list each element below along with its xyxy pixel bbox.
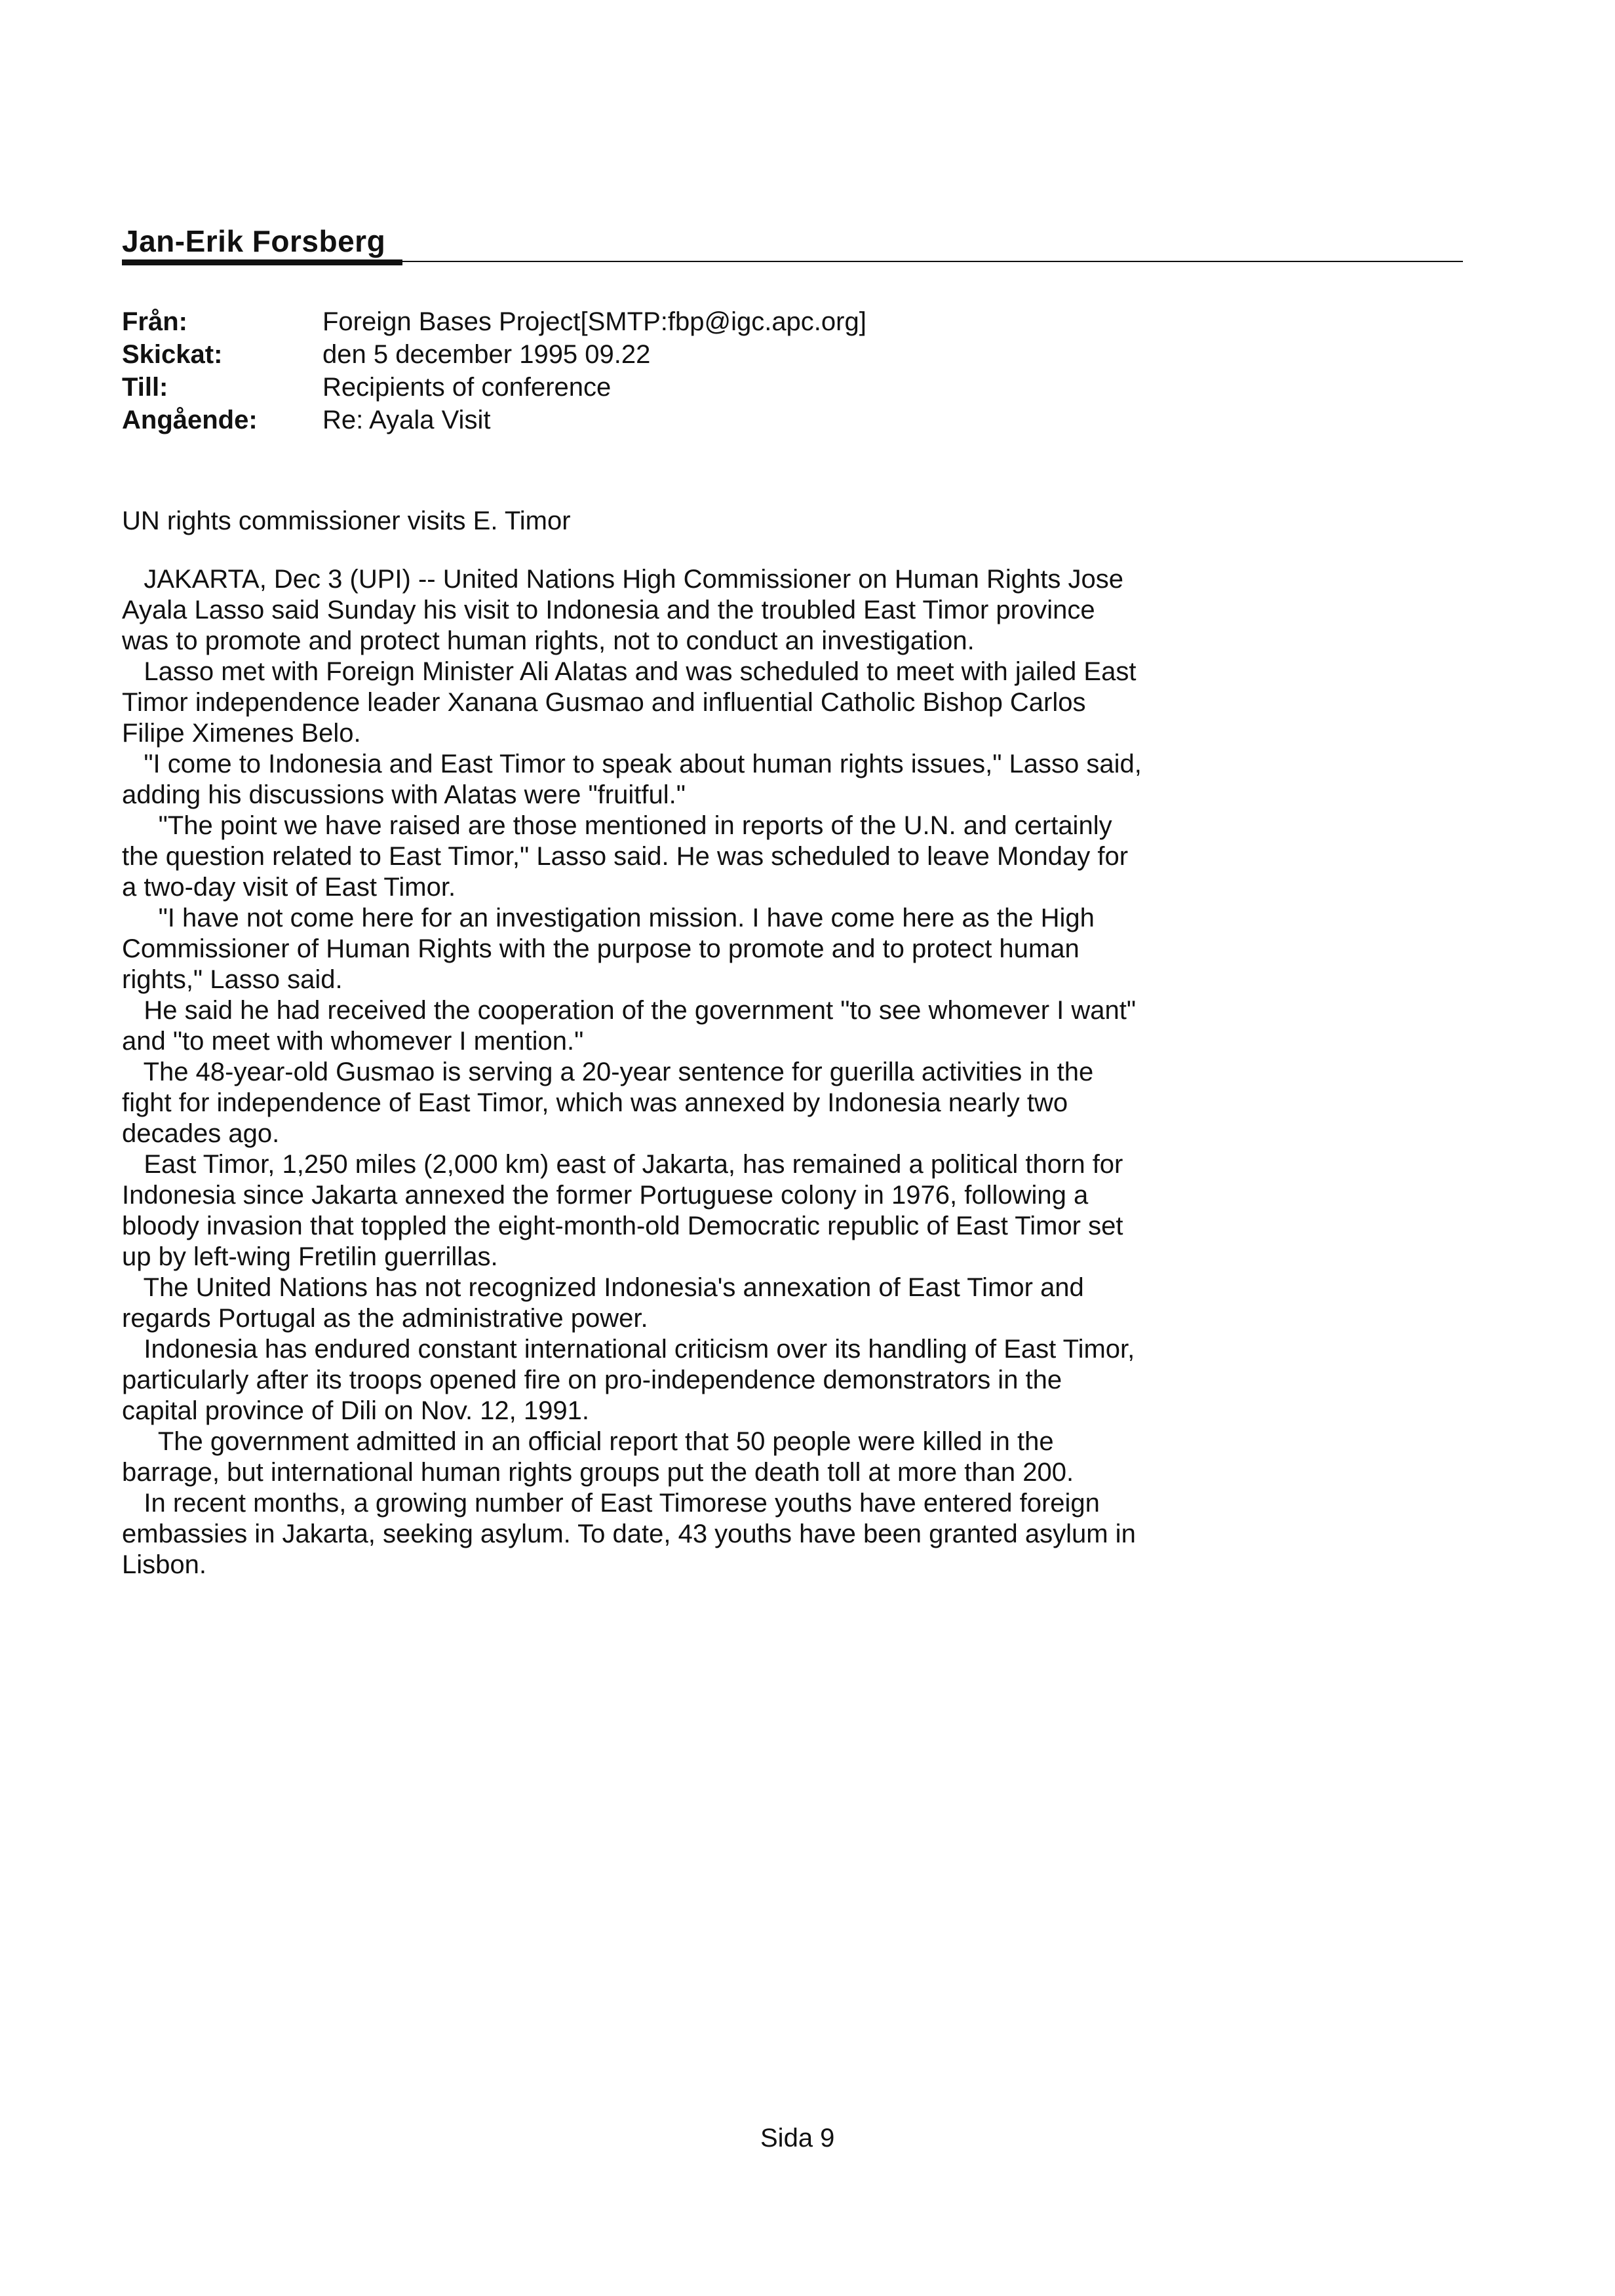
article-paragraph: JAKARTA, Dec 3 (UPI) -- United Nations High Commissioner on Human Rights Jose Ayala Lasso said Sunday his visit to Indonesia and the troubled East Timor province was to promote and protect human rights, not to conduct an investigation. <box>122 565 1123 655</box>
article-paragraph: "The point we have raised are those mentioned in reports of the U.N. and certainly the question related to East Timor," Lasso said. He was scheduled to leave Monday for a two-day visit of East Timor. <box>122 811 1129 902</box>
header-rule <box>122 261 1463 262</box>
email-meta-block <box>122 305 866 436</box>
meta-row-subject <box>122 404 866 436</box>
article-headline: UN rights commissioner visits E. Timor <box>122 507 571 535</box>
article-paragraph: "I come to Indonesia and East Timor to speak about human rights issues," Lasso said, adding his discussions with Alatas were "fruitful." <box>122 750 1142 809</box>
article-body <box>122 506 1144 1580</box>
meta-label-to: Till: <box>122 373 168 402</box>
meta-row-from <box>122 305 866 338</box>
sender-name-heading: Jan-Erik Forsberg <box>122 224 386 258</box>
article-paragraph: Indonesia has endured constant international criticism over its handling of East Timor, particularly after its troops opened fire on pro-independence demonstrators in the capital province of Dili on Nov. 12, 1991. <box>122 1335 1135 1425</box>
article-paragraph: Lasso met with Foreign Minister Ali Alatas and was scheduled to meet with jailed East Timor independence leader Xanana Gusmao and influential Catholic Bishop Carlos Filipe Ximenes Belo. <box>122 657 1137 748</box>
article-paragraph: East Timor, 1,250 miles (2,000 km) east of Jakarta, has remained a political thorn for Indonesia since Jakarta annexed the former Portuguese colony in 1976, following a bloody invasion that toppled the eight-month-old Democratic republic of East Timor set up by left-wing Fretilin guerrillas. <box>122 1150 1123 1271</box>
article-paragraph: The 48-year-old Gusmao is serving a 20-year sentence for guerilla activities in the fight for independence of East Timor, which was annexed by Indonesia nearly two decades ago. <box>122 1058 1094 1148</box>
article-paragraph: The United Nations has not recognized Indonesia's annexation of East Timor and regards Portugal as the administrative power. <box>122 1273 1084 1333</box>
meta-label-from: Från: <box>122 307 187 336</box>
article-paragraph: The government admitted in an official report that 50 people were killed in the barrage, but international human rights groups put the death toll at more than 200. <box>122 1427 1074 1487</box>
meta-value-sent: den 5 december 1995 09.22 <box>322 340 651 369</box>
meta-value-from: Foreign Bases Project[SMTP:fbp@igc.apc.org] <box>322 307 866 336</box>
page-number: Sida 9 <box>760 2124 835 2152</box>
meta-value-to: Recipients of conference <box>322 373 612 402</box>
meta-label-sent: Skickat: <box>122 340 223 369</box>
meta-value-subject: Re: Ayala Visit <box>322 406 491 434</box>
meta-row-sent <box>122 338 866 371</box>
article-paragraph: He said he had received the cooperation of the government "to see whomever I want" and "to meet with whomever I mention." <box>122 996 1137 1056</box>
meta-row-to <box>122 371 866 404</box>
article-paragraph: "I have not come here for an investigation mission. I have come here as the High Commissioner of Human Rights with the purpose to promote and to protect human rights," Lasso said. <box>122 904 1095 994</box>
meta-label-subject: Angående: <box>122 406 258 434</box>
article-paragraph: In recent months, a growing number of East Timorese youths have entered foreign embassies in Jakarta, seeking asylum. To date, 43 youths have been granted asylum in Lisbon. <box>122 1489 1136 1579</box>
